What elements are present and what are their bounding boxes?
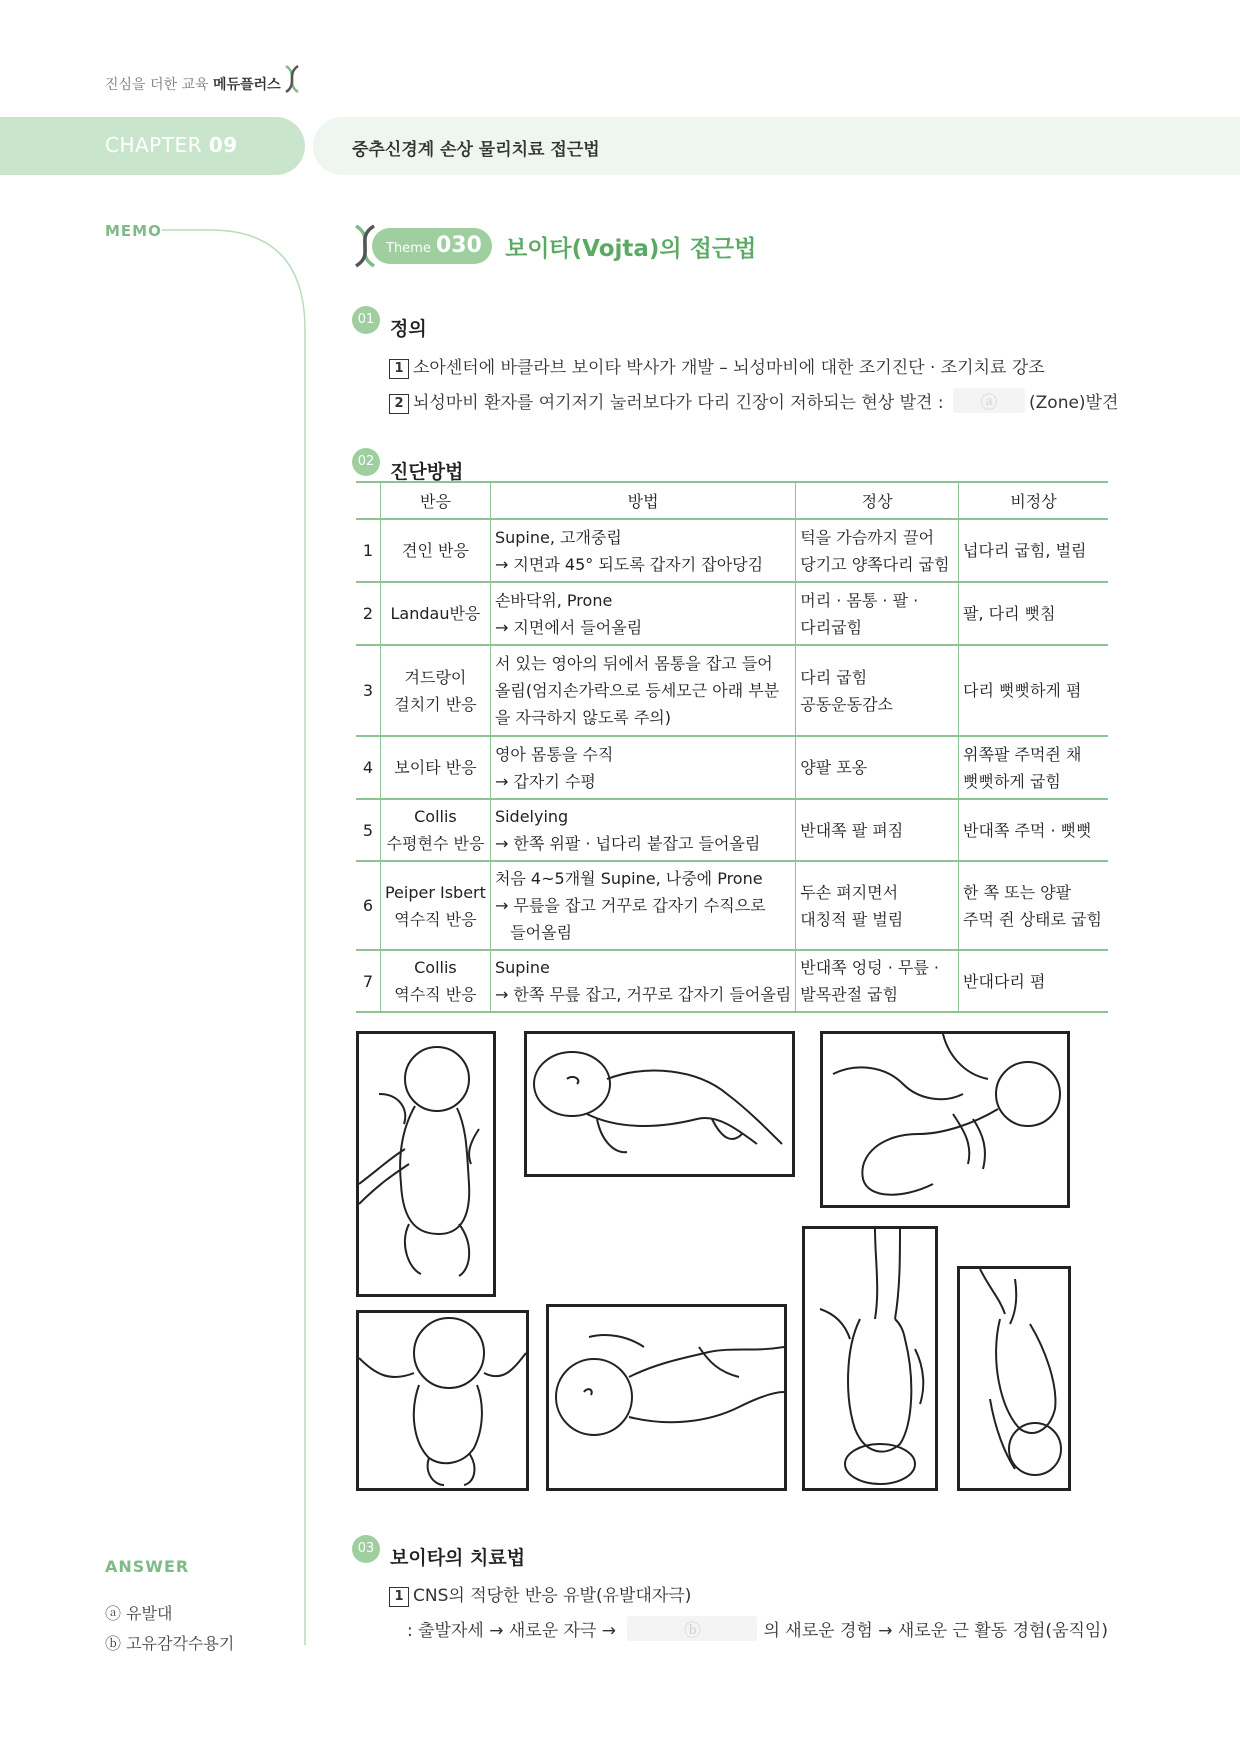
answer-label: ANSWER <box>105 1557 190 1576</box>
table-cell-normal <box>796 645 959 736</box>
table-cell-normal <box>796 861 959 950</box>
cell-line: 역수직 반응 <box>394 909 477 929</box>
cell-line: Landau반응 <box>390 604 481 623</box>
table-row <box>356 519 1108 582</box>
section-number: 03 <box>352 1535 380 1563</box>
table-cell-no <box>356 950 380 1012</box>
answer-blank-a: ⓐ <box>953 388 1025 413</box>
answer-item-b: ⓑ 고유감각수용기 <box>105 1634 235 1653</box>
table-cell-no <box>356 645 380 736</box>
table-cell-abnormal <box>959 736 1108 799</box>
cell-line: 턱을 가슴까지 끌어 <box>800 527 935 547</box>
cell-line: 올림(엄지손가락으로 등세모근 아래 부분 <box>494 681 780 700</box>
table-row <box>356 645 1108 736</box>
theme-prefix: Theme <box>386 241 431 256</box>
table-cell-method <box>490 736 795 799</box>
chapter-word: CHAPTER <box>105 133 202 157</box>
answer-item-a: ⓐ 유발대 <box>105 1604 173 1623</box>
cell-line: → 지면에서 들어올림 <box>494 617 643 637</box>
table-row <box>356 799 1108 861</box>
cell-line: 공동운동감소 <box>800 694 893 714</box>
theme-title: 보이타(Vojta)의 접근법 <box>505 236 757 262</box>
figure-traction-reaction <box>356 1031 496 1297</box>
header-cell: 정상 <box>796 482 959 519</box>
cell-line: Supine, 고개중립 <box>494 527 622 547</box>
table-cell-method <box>490 519 795 582</box>
figure-peiper-isbert <box>802 1226 938 1491</box>
cell-line: → 한쪽 무릎 잡고, 거꾸로 갑자기 들어올림 <box>494 985 792 1004</box>
cell-line: 한 쪽 또는 양팔 <box>963 882 1072 902</box>
cell-line: 발목관절 굽힘 <box>800 985 899 1004</box>
chapter-number: 09 <box>208 133 238 157</box>
diagnosis-table <box>356 481 1108 1013</box>
table-cell-reaction <box>380 736 490 799</box>
table-cell-method <box>490 582 795 645</box>
cell-line: 팔, 다리 뻣침 <box>963 604 1056 623</box>
definition-text: 소아센터에 바클라브 보이타 박사가 개발 – 뇌성마비에 대한 조기진단 · 조기치료 강조 <box>413 358 1045 378</box>
cell-line: 수평현수 반응 <box>386 834 485 853</box>
table-cell-reaction <box>380 950 490 1012</box>
table-cell-normal <box>796 736 959 799</box>
table-cell-abnormal <box>959 861 1108 950</box>
cell-line: → 지면과 45° 되도록 갑자기 잡아당김 <box>494 554 764 574</box>
table-row <box>356 861 1108 950</box>
number-marker: 1 <box>389 359 409 379</box>
section-title: 보이타의 치료법 <box>390 1547 526 1569</box>
cell-line: 다리 굽힘 <box>800 667 868 687</box>
cell-line: 4 <box>362 758 374 777</box>
cell-line: Collis <box>414 958 457 977</box>
definition-text-after: (Zone)발견 <box>1029 393 1119 413</box>
cell-line: → 무릎을 잡고 거꾸로 갑자기 수직으로 <box>494 896 766 915</box>
cell-line: 걸치기 반응 <box>394 694 477 714</box>
table-cell-reaction <box>380 861 490 950</box>
table-cell-abnormal <box>959 645 1108 736</box>
cell-line: 을 자극하지 않도록 주의) <box>494 708 671 727</box>
cell-line: 반대다리 폄 <box>963 971 1046 991</box>
cell-line: 보이타 반응 <box>394 758 477 777</box>
cell-line: 넙다리 굽힘, 벌림 <box>963 541 1087 560</box>
table-cell-method <box>490 799 795 861</box>
figure-collis-vertical <box>957 1266 1071 1491</box>
cell-line: 6 <box>362 896 374 915</box>
table-row <box>356 950 1108 1012</box>
table-cell-abnormal <box>959 519 1108 582</box>
answer-blank-b: ⓑ <box>627 1616 757 1641</box>
cell-line: 반대쪽 주먹 · 뻣뻣 <box>963 820 1092 840</box>
cell-line: Peiper Isbert <box>384 882 486 902</box>
cell-line: 겨드랑이 <box>404 667 467 687</box>
definition-item-2 <box>389 388 1118 414</box>
cell-line: 두손 펴지면서 <box>800 882 899 902</box>
table-cell-reaction <box>380 645 490 736</box>
treatment-item-1 <box>389 1581 691 1607</box>
treatment-text: : 출발자세 → 새로운 자극 → <box>407 1621 617 1641</box>
cell-line: 견인 반응 <box>401 541 469 560</box>
cell-line: 영아 몸통을 수직 <box>494 744 614 764</box>
cell-line: 주먹 쥔 상태로 굽힘 <box>963 909 1102 929</box>
cell-line: 위쪽팔 주먹쥔 채 <box>963 744 1082 764</box>
section-title: 정의 <box>390 318 427 340</box>
table-cell-reaction <box>380 799 490 861</box>
cell-line: 다리 뻣뻣하게 폄 <box>963 681 1082 700</box>
memo-label: MEMO <box>105 222 162 240</box>
treatment-item-2 <box>407 1616 1108 1641</box>
cell-line: 2 <box>362 604 374 623</box>
table-header-row <box>356 482 1108 519</box>
cell-line: 들어올림 <box>494 923 573 942</box>
cell-line: 역수직 반응 <box>394 985 477 1004</box>
figure-collis-horizontal <box>546 1304 787 1491</box>
table-cell-normal <box>796 799 959 861</box>
table-row <box>356 736 1108 799</box>
section-number: 02 <box>352 448 380 476</box>
cell-line: 서 있는 영아의 뒤에서 몸통을 잡고 들어 <box>494 654 773 673</box>
brand-name: 메듀플러스 <box>213 77 281 93</box>
brand-prefix: 진심을 더한 교육 <box>105 77 209 93</box>
cell-line: → 한쪽 위팔 · 넙다리 붙잡고 들어올림 <box>494 834 761 853</box>
definition-text: 뇌성마비 환자를 여기저기 눌러보다가 다리 긴장이 저하되는 현상 발견 : <box>413 393 944 413</box>
treatment-text: CNS의 적당한 반응 유발(유발대자극) <box>413 1586 692 1606</box>
number-marker: 1 <box>389 1587 409 1607</box>
cell-line: 처음 4~5개월 Supine, 나중에 Prone <box>494 869 763 888</box>
cell-line: Supine <box>494 958 550 977</box>
table-cell-normal <box>796 950 959 1012</box>
cell-line: Collis <box>414 807 457 826</box>
treatment-text-after: 의 새로운 경험 → 새로운 근 활동 경험(움직임) <box>763 1621 1108 1641</box>
cell-line: Sidelying <box>494 807 569 826</box>
table-cell-reaction <box>380 582 490 645</box>
header-cell: 비정상 <box>959 482 1108 519</box>
header-cell: 반응 <box>380 482 490 519</box>
table-cell-reaction <box>380 519 490 582</box>
definition-item-1 <box>389 353 1045 379</box>
cell-line: 3 <box>362 681 374 700</box>
memo-divider <box>0 0 320 1660</box>
cell-line: → 갑자기 수평 <box>494 771 596 791</box>
table-cell-normal <box>796 519 959 582</box>
table-cell-method <box>490 950 795 1012</box>
table-cell-abnormal <box>959 582 1108 645</box>
header-cell <box>356 482 380 519</box>
cell-line: 7 <box>362 971 374 991</box>
header-cell: 방법 <box>490 482 795 519</box>
cell-line: 다리굽힘 <box>800 617 863 637</box>
number-marker: 2 <box>389 394 409 414</box>
table-cell-method <box>490 861 795 950</box>
cell-line: 1 <box>362 541 374 560</box>
cell-line: 5 <box>362 820 374 840</box>
figure-axillary-suspension <box>820 1031 1070 1208</box>
theme-badge-text <box>386 233 482 258</box>
theme-number: 030 <box>435 233 482 258</box>
table-cell-abnormal <box>959 799 1108 861</box>
table-row <box>356 582 1108 645</box>
table-cell-no <box>356 799 380 861</box>
cell-line: 대칭적 팔 벌림 <box>800 909 904 929</box>
cell-line: 머리 · 몸통 · 팔 · <box>800 590 919 610</box>
cell-line: 뻣뻣하게 굽힘 <box>963 771 1061 791</box>
table-cell-normal <box>796 582 959 645</box>
cell-line: 양팔 포옹 <box>800 758 868 777</box>
table-cell-no <box>356 519 380 582</box>
table-cell-no <box>356 736 380 799</box>
cell-line: 당기고 양쪽다리 굽힘 <box>800 554 950 574</box>
cell-line: 손바닥위, Prone <box>494 590 613 610</box>
cell-line: 반대쪽 팔 펴짐 <box>800 820 904 840</box>
chapter-title: 중추신경계 손상 물리치료 접근법 <box>352 140 600 160</box>
table-cell-no <box>356 582 380 645</box>
table-cell-method <box>490 645 795 736</box>
figure-landau-reaction <box>524 1031 795 1177</box>
cell-line: 반대쪽 엉덩 · 무릎 · <box>800 958 939 977</box>
figure-vojta-reaction <box>356 1310 529 1491</box>
table-cell-no <box>356 861 380 950</box>
section-number: 01 <box>352 306 380 334</box>
section-title: 진단방법 <box>390 461 464 483</box>
table-cell-abnormal <box>959 950 1108 1012</box>
